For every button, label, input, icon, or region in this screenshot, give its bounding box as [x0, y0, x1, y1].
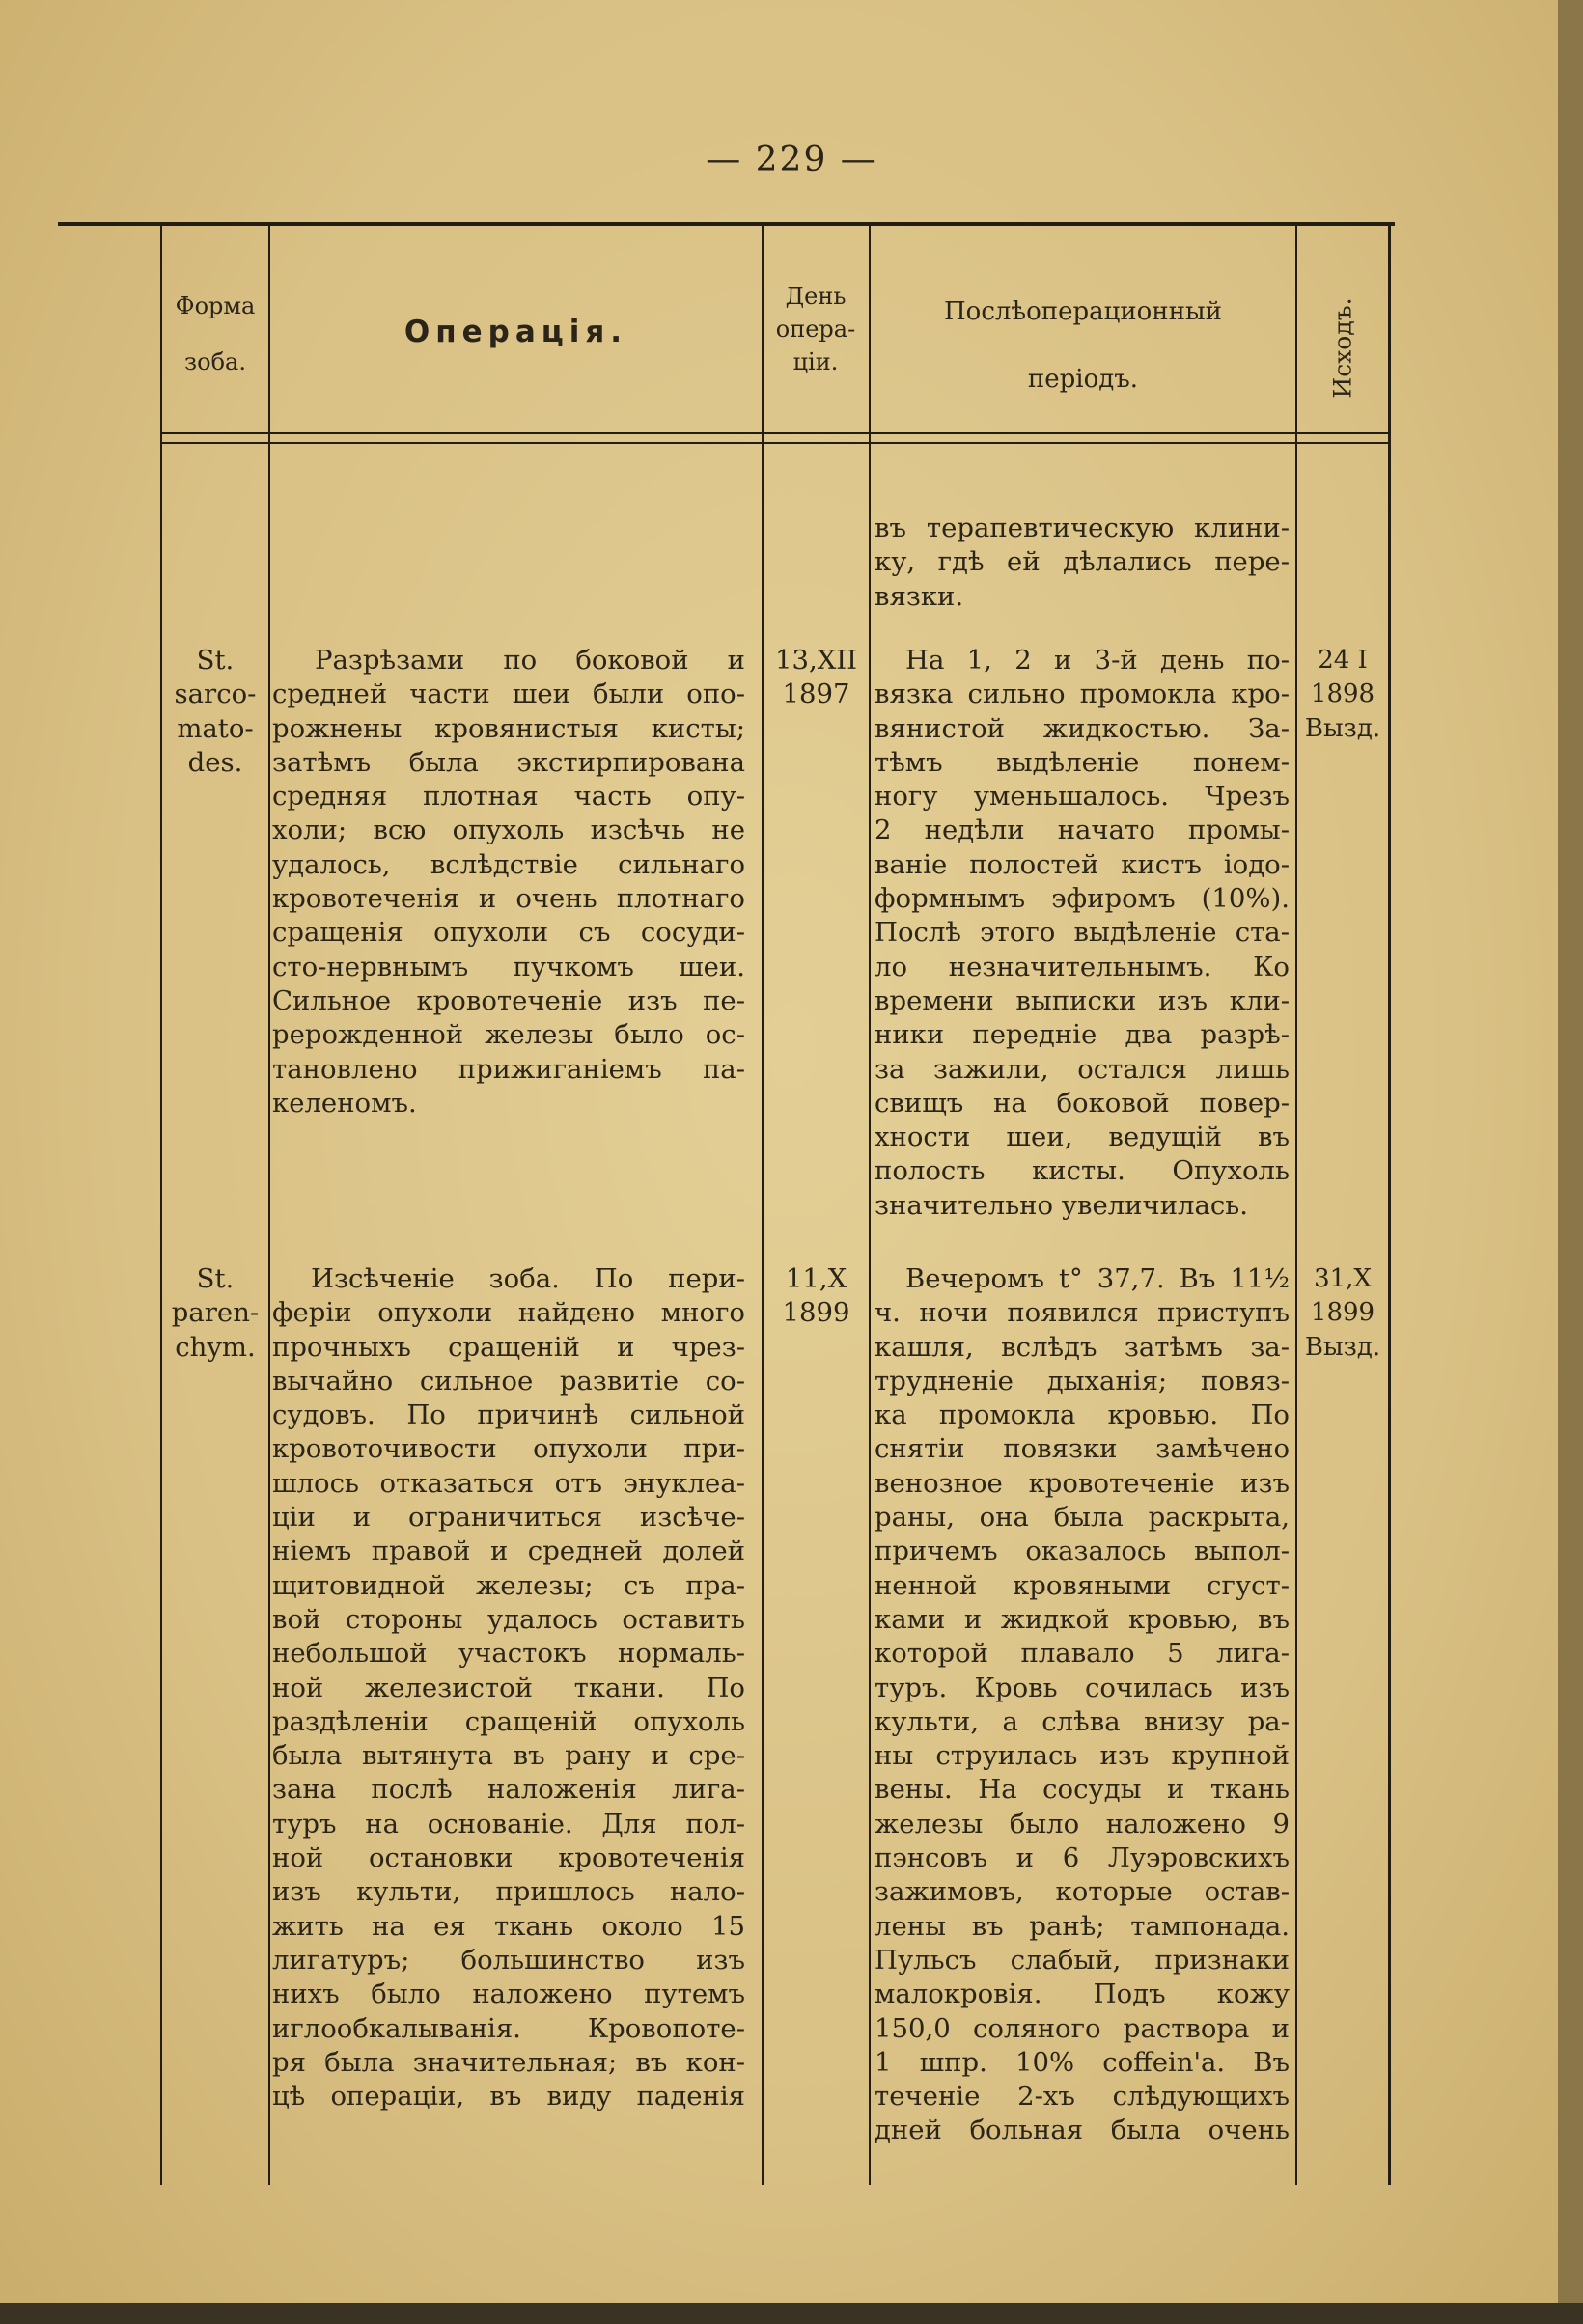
row2-operation: Изсѣченіе зоба. По пери- феріи опухоли найдено много прочныхъ сращеній и чрез- вычайно сильное развитіе со- судовъ. По причинѣ сильной кровоточивости опухоли при- шлось отказаться отъ энуклеа- ціи и ограничиться изсѣче- ніемъ правой и средней долей щитовидной железы; съ пра- вой стороны удалось оставить небольшой участокъ нормаль- ной железистой ткани. По раздѣленіи сращеній опухоль была вытянута въ рану и сре- зана послѣ наложенія лига- туръ на основаніе. Для пол- ной остановки кровотеченія изъ культи, пришлось нало- жить на ея ткань около 15 лигатуръ; большинство изъ нихъ было наложено путемъ иглообкалыванія. Кровопоте- ря была значительная; въ кон- цѣ операціи, въ виду паденія [272, 1263, 745, 2113]
col-divider-4 [1295, 226, 1297, 2185]
row1-form: St. sarco- mato- des. [174, 645, 257, 778]
header-outcome: Исходъ. [1328, 297, 1357, 399]
continuation-postop: въ терапевтическую клини- ку, гдѣ ей дѣлались пере- вязки. [875, 512, 1290, 612]
col-divider-2 [762, 226, 764, 2185]
header-day: День опера- ціи. [775, 283, 856, 375]
header-operation: Операція. [403, 315, 628, 349]
header-form: Форма зоба. [175, 292, 256, 375]
row1-postop: На 1, 2 и 3-й день по- вязка сильно промокла кро- вянистой жидкостью. За- тѣмъ выдѣленіе понем- ногу уменьшалось. Чрезъ 2 недѣли начато промы- ваніе полостей кистъ іодо- формнымъ эфиромъ (10%). Послѣ этого выдѣленіе ста- ло незначительнымъ. Ко времени выписки изъ кли- ники передніе два разрѣ- за зажили, остался лишь свищъ на боковой повер- хности шеи, ведущій въ полость кисты. Опухоль значительно увеличилась. [875, 645, 1290, 1221]
page-edge-right [1558, 0, 1583, 2324]
row2-day: 11,X 1899 [782, 1263, 850, 1329]
row2-postop: Вечеромъ t° 37,7. Въ 11½ ч. ночи появился приступъ кашля, вслѣдъ затѣмъ за- трудненіе дыханія; повяз- ка промокла кровью. По снятіи повязки замѣчено венозное кровотеченіе изъ раны, она была раскрыта, причемъ оказалось выпол- ненной кровяными сгуст- ками и жидкой кровью, въ которой плавало 5 лига- туръ. Кровь сочилась изъ культи, а слѣва внизу ра- ны струилась изъ крупной вены. На сосуды и ткань железы было наложено 9 пэнсовъ и 6 Луэровскихъ зажимовъ, которые остав- лены въ ранѣ; тампонада. Пульсъ слабый, признаки малокровія. Подъ кожу 150,0 соляного раствора и 1 шпр. 10% coffein'a. Въ теченіе 2-хъ слѣдующихъ дней больная была очень [875, 1263, 1290, 2146]
row1-operation: Разрѣзами по боковой и средней части шеи были опо- рожнены кровянистыя кисты; затѣмъ была экстирпирована средняя плотная часть опу- холи; всю опухоль изсѣчь не удалось, вслѣдствіе сильнаго кровотеченія и очень плотнаго сращенія опухоли съ сосуди- сто-нервнымъ пучкомъ шеи. Сильное кровотеченіе изъ пе- рерожденной железы было ос- тановлено прижиганіемъ па- келеномъ. [272, 645, 745, 1119]
col-divider-1 [268, 226, 270, 2185]
header-postop: Послѣоперационный періодъ. [944, 297, 1222, 394]
page-number: — 229 — [706, 140, 877, 180]
table-left-border [160, 226, 162, 2185]
header-double-rule-1 [160, 432, 1388, 434]
row2-outcome: 31,X 1899 Вызд. [1304, 1264, 1381, 1362]
row2-form: St. paren- chym. [171, 1263, 260, 1363]
col-divider-3 [869, 226, 871, 2185]
row1-day: 13,XII 1897 [774, 645, 858, 710]
table-right-border [1388, 226, 1391, 2185]
header-double-rule-2 [160, 442, 1388, 444]
row1-outcome: 24 I 1898 Вызд. [1304, 646, 1381, 743]
page-edge-bottom [0, 2303, 1583, 2324]
table-top-rule [58, 222, 1395, 226]
